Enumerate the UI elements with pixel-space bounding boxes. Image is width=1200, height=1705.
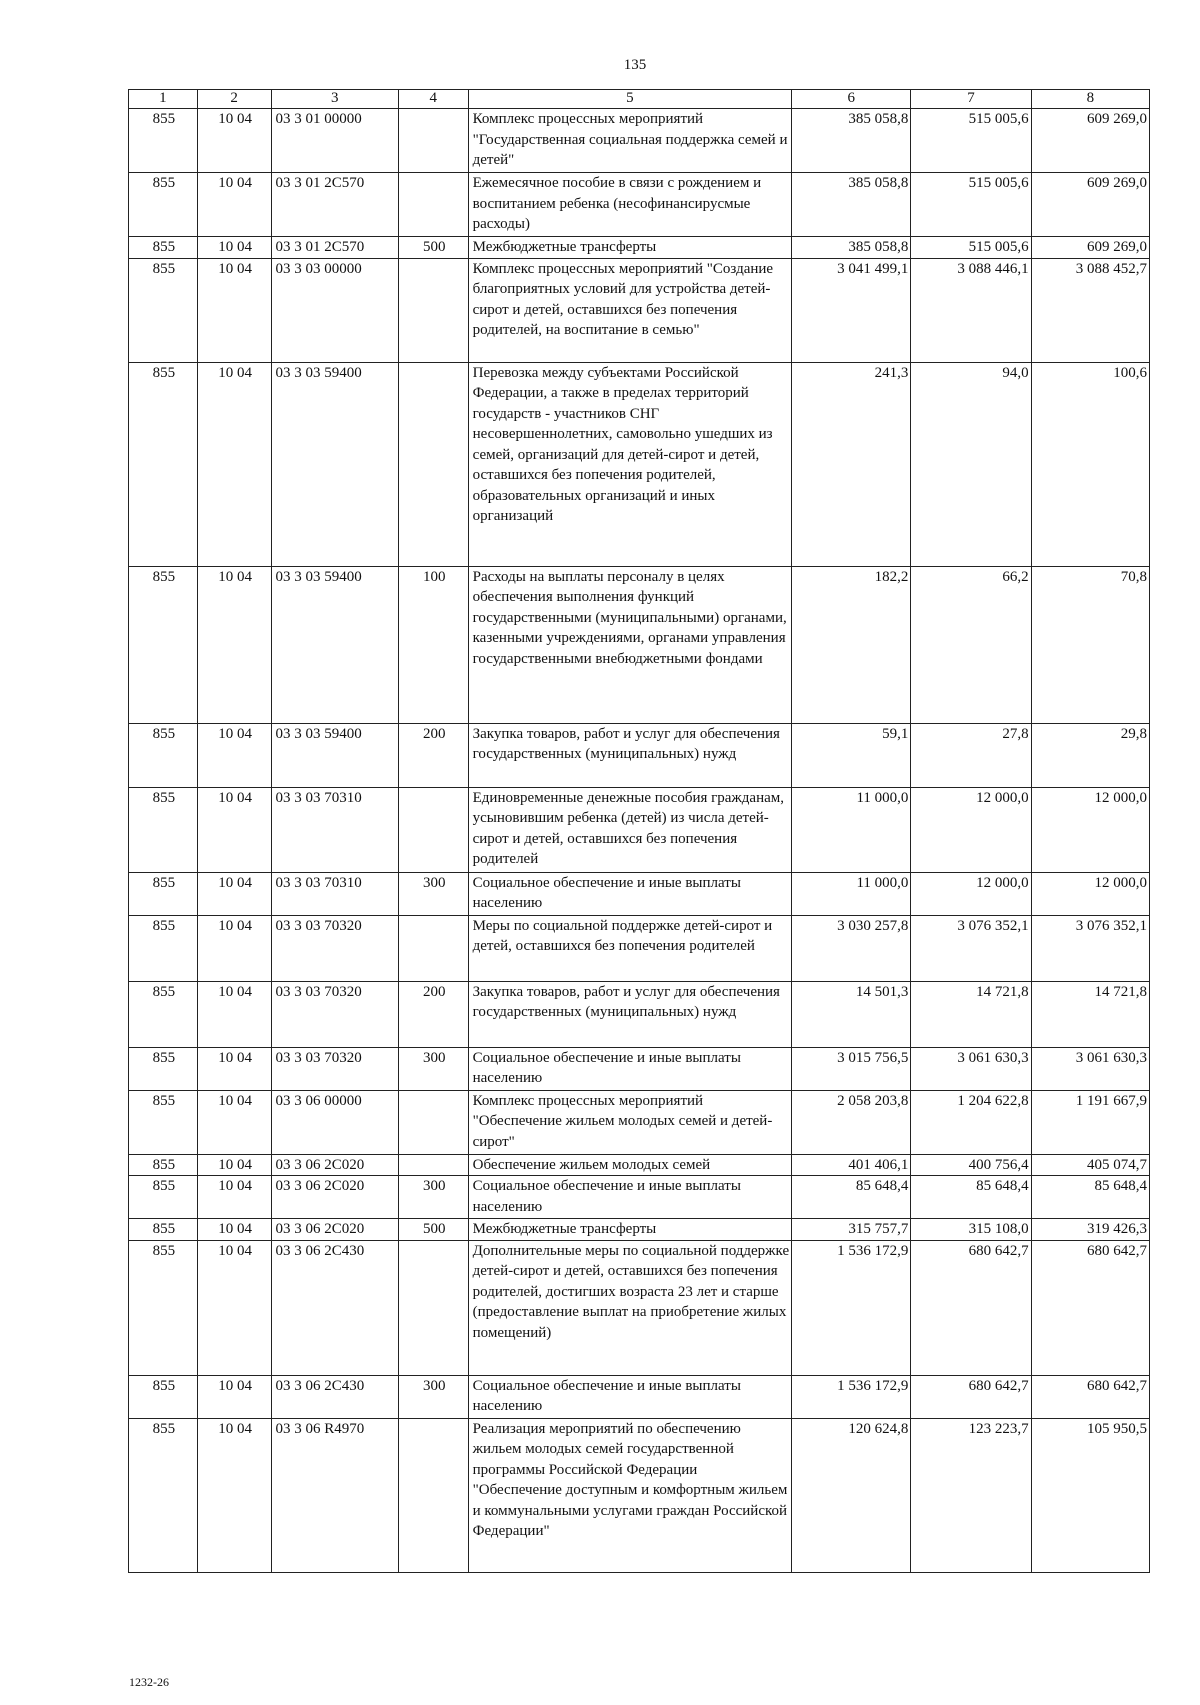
cell-section-code: 10 04 <box>197 1090 271 1154</box>
column-header-5: 5 <box>468 90 791 109</box>
cell-description: Межбюджетные трансферты <box>468 237 791 259</box>
cell-amount-col6: 3 041 499,1 <box>792 258 911 362</box>
cell-amount-col8: 609 269,0 <box>1031 173 1149 237</box>
cell-expense-type <box>398 1418 468 1572</box>
table-row <box>129 1375 1150 1418</box>
cell-amount-col7: 1 204 622,8 <box>911 1090 1031 1154</box>
cell-section-code: 10 04 <box>197 1240 271 1375</box>
table-row <box>129 872 1150 915</box>
cell-description: Закупка товаров, работ и услуг для обеспечения государственных (муниципальных) нужд <box>468 981 791 1047</box>
cell-ministry-code: 855 <box>129 1418 198 1572</box>
cell-amount-col6: 85 648,4 <box>792 1176 911 1219</box>
cell-section-code: 10 04 <box>197 1154 271 1176</box>
cell-ministry-code: 855 <box>129 1047 198 1090</box>
column-header-7: 7 <box>911 90 1031 109</box>
cell-section-code: 10 04 <box>197 1047 271 1090</box>
cell-amount-col6: 241,3 <box>792 362 911 566</box>
cell-expense-type: 200 <box>398 723 468 787</box>
table-row <box>129 787 1150 872</box>
cell-amount-col7: 315 108,0 <box>911 1219 1031 1241</box>
cell-section-code: 10 04 <box>197 872 271 915</box>
cell-amount-col6: 3 015 756,5 <box>792 1047 911 1090</box>
cell-expense-type <box>398 1240 468 1375</box>
cell-description: Меры по социальной поддержке детей-сирот и детей, оставшихся без попечения родителей <box>468 915 791 981</box>
budget-table <box>128 89 1150 1573</box>
cell-section-code: 10 04 <box>197 1418 271 1572</box>
cell-expense-type <box>398 173 468 237</box>
cell-ministry-code: 855 <box>129 173 198 237</box>
cell-section-code: 10 04 <box>197 258 271 362</box>
cell-target-code: 03 3 03 70320 <box>271 915 398 981</box>
cell-target-code: 03 3 06 2С020 <box>271 1154 398 1176</box>
cell-section-code: 10 04 <box>197 173 271 237</box>
cell-target-code: 03 3 03 70310 <box>271 872 398 915</box>
cell-description: Социальное обеспечение и иные выплаты населению <box>468 1176 791 1219</box>
cell-expense-type: 300 <box>398 1047 468 1090</box>
cell-expense-type <box>398 787 468 872</box>
cell-amount-col6: 1 536 172,9 <box>792 1240 911 1375</box>
cell-description: Реализация мероприятий по обеспечению жильем молодых семей государственной программы Российской Федерации "Обеспечение доступным и комфортным жильем и коммунальными услугами граждан Российской Федерации" <box>468 1418 791 1572</box>
cell-description: Социальное обеспечение и иные выплаты населению <box>468 872 791 915</box>
cell-amount-col7: 27,8 <box>911 723 1031 787</box>
cell-section-code: 10 04 <box>197 237 271 259</box>
cell-expense-type: 500 <box>398 1219 468 1241</box>
cell-amount-col7: 515 005,6 <box>911 237 1031 259</box>
cell-amount-col7: 3 061 630,3 <box>911 1047 1031 1090</box>
table-row <box>129 566 1150 723</box>
cell-expense-type: 500 <box>398 237 468 259</box>
cell-description: Единовременные денежные пособия гражданам, усыновившим ребенка (детей) из числа детей-сирот и детей, оставшихся без попечения родителей <box>468 787 791 872</box>
cell-description: Закупка товаров, работ и услуг для обеспечения государственных (муниципальных) нужд <box>468 723 791 787</box>
cell-expense-type <box>398 1090 468 1154</box>
cell-ministry-code: 855 <box>129 1154 198 1176</box>
cell-target-code: 03 3 06 2С020 <box>271 1176 398 1219</box>
cell-amount-col8: 29,8 <box>1031 723 1149 787</box>
cell-section-code: 10 04 <box>197 109 271 173</box>
cell-ministry-code: 855 <box>129 109 198 173</box>
cell-target-code: 03 3 06 2С020 <box>271 1219 398 1241</box>
cell-amount-col7: 12 000,0 <box>911 872 1031 915</box>
cell-amount-col7: 85 648,4 <box>911 1176 1031 1219</box>
cell-amount-col8: 12 000,0 <box>1031 787 1149 872</box>
table-row <box>129 1418 1150 1572</box>
cell-section-code: 10 04 <box>197 915 271 981</box>
cell-amount-col8: 100,6 <box>1031 362 1149 566</box>
cell-amount-col6: 385 058,8 <box>792 109 911 173</box>
cell-target-code: 03 3 01 2С570 <box>271 173 398 237</box>
cell-section-code: 10 04 <box>197 723 271 787</box>
cell-section-code: 10 04 <box>197 981 271 1047</box>
cell-amount-col8: 85 648,4 <box>1031 1176 1149 1219</box>
cell-amount-col6: 11 000,0 <box>792 872 911 915</box>
cell-amount-col8: 680 642,7 <box>1031 1240 1149 1375</box>
cell-target-code: 03 3 01 2С570 <box>271 237 398 259</box>
table-row <box>129 1047 1150 1090</box>
table-row <box>129 1219 1150 1241</box>
cell-expense-type <box>398 109 468 173</box>
table-row <box>129 237 1150 259</box>
cell-amount-col7: 14 721,8 <box>911 981 1031 1047</box>
cell-description: Межбюджетные трансферты <box>468 1219 791 1241</box>
cell-target-code: 03 3 03 70320 <box>271 981 398 1047</box>
cell-target-code: 03 3 03 00000 <box>271 258 398 362</box>
cell-expense-type: 300 <box>398 1375 468 1418</box>
cell-target-code: 03 3 03 59400 <box>271 566 398 723</box>
table-row <box>129 723 1150 787</box>
cell-amount-col6: 182,2 <box>792 566 911 723</box>
cell-ministry-code: 855 <box>129 1375 198 1418</box>
cell-description: Комплекс процессных мероприятий "Создание благоприятных условий для устройства детей-сирот и детей, оставшихся без попечения родителей, на воспитание в семью" <box>468 258 791 362</box>
cell-expense-type: 300 <box>398 872 468 915</box>
cell-amount-col8: 3 061 630,3 <box>1031 1047 1149 1090</box>
table-row <box>129 1090 1150 1154</box>
cell-ministry-code: 855 <box>129 1176 198 1219</box>
cell-description: Обеспечение жильем молодых семей <box>468 1154 791 1176</box>
cell-expense-type: 100 <box>398 566 468 723</box>
cell-amount-col8: 609 269,0 <box>1031 237 1149 259</box>
cell-amount-col6: 11 000,0 <box>792 787 911 872</box>
cell-amount-col6: 385 058,8 <box>792 237 911 259</box>
cell-ministry-code: 855 <box>129 566 198 723</box>
cell-section-code: 10 04 <box>197 1176 271 1219</box>
cell-ministry-code: 855 <box>129 1240 198 1375</box>
cell-target-code: 03 3 03 70320 <box>271 1047 398 1090</box>
cell-ministry-code: 855 <box>129 362 198 566</box>
cell-amount-col8: 70,8 <box>1031 566 1149 723</box>
cell-amount-col7: 400 756,4 <box>911 1154 1031 1176</box>
cell-amount-col8: 105 950,5 <box>1031 1418 1149 1572</box>
cell-description: Ежемесячное пособие в связи с рождением и воспитанием ребенка (несофинансирусмые расходы) <box>468 173 791 237</box>
cell-target-code: 03 3 01 00000 <box>271 109 398 173</box>
cell-description: Комплекс процессных мероприятий "Обеспечение жильем молодых семей и детей-сирот" <box>468 1090 791 1154</box>
table-row <box>129 981 1150 1047</box>
cell-target-code: 03 3 06 R4970 <box>271 1418 398 1572</box>
cell-expense-type <box>398 1154 468 1176</box>
cell-target-code: 03 3 03 59400 <box>271 362 398 566</box>
cell-amount-col8: 1 191 667,9 <box>1031 1090 1149 1154</box>
table-row <box>129 258 1150 362</box>
cell-ministry-code: 855 <box>129 915 198 981</box>
cell-description: Социальное обеспечение и иные выплаты населению <box>468 1047 791 1090</box>
cell-amount-col8: 609 269,0 <box>1031 109 1149 173</box>
table-row <box>129 1154 1150 1176</box>
cell-amount-col6: 315 757,7 <box>792 1219 911 1241</box>
cell-section-code: 10 04 <box>197 566 271 723</box>
cell-section-code: 10 04 <box>197 1219 271 1241</box>
cell-amount-col7: 66,2 <box>911 566 1031 723</box>
cell-section-code: 10 04 <box>197 362 271 566</box>
cell-amount-col6: 3 030 257,8 <box>792 915 911 981</box>
column-header-8: 8 <box>1031 90 1149 109</box>
cell-section-code: 10 04 <box>197 787 271 872</box>
header-row <box>129 90 1150 109</box>
cell-amount-col6: 59,1 <box>792 723 911 787</box>
cell-amount-col8: 405 074,7 <box>1031 1154 1149 1176</box>
cell-amount-col7: 3 088 446,1 <box>911 258 1031 362</box>
cell-target-code: 03 3 06 2С430 <box>271 1240 398 1375</box>
cell-ministry-code: 855 <box>129 981 198 1047</box>
cell-amount-col6: 1 536 172,9 <box>792 1375 911 1418</box>
cell-ministry-code: 855 <box>129 1219 198 1241</box>
cell-amount-col8: 14 721,8 <box>1031 981 1149 1047</box>
cell-amount-col6: 385 058,8 <box>792 173 911 237</box>
cell-amount-col7: 680 642,7 <box>911 1240 1031 1375</box>
cell-expense-type <box>398 258 468 362</box>
cell-description: Перевозка между субъектами Российской Федерации, а также в пределах территорий государств - участников СНГ несовершеннолетних, самовольно ушедших из семей, организаций для детей-сирот и детей, оставшихся без попечения родителей, образовательных организаций и иных организаций <box>468 362 791 566</box>
cell-ministry-code: 855 <box>129 1090 198 1154</box>
cell-amount-col6: 14 501,3 <box>792 981 911 1047</box>
cell-amount-col8: 319 426,3 <box>1031 1219 1149 1241</box>
cell-amount-col8: 12 000,0 <box>1031 872 1149 915</box>
cell-description: Расходы на выплаты персоналу в целях обеспечения выполнения функций государственными (муниципальными) органами, казенными учреждениями, органами управления государственными внебюджетными фондами <box>468 566 791 723</box>
document-footer-code: 1232-26 <box>129 1675 169 1689</box>
table-row <box>129 173 1150 237</box>
cell-amount-col7: 12 000,0 <box>911 787 1031 872</box>
cell-ministry-code: 855 <box>129 237 198 259</box>
cell-amount-col6: 120 624,8 <box>792 1418 911 1572</box>
cell-ministry-code: 855 <box>129 258 198 362</box>
cell-amount-col7: 515 005,6 <box>911 173 1031 237</box>
cell-target-code: 03 3 03 59400 <box>271 723 398 787</box>
cell-target-code: 03 3 06 00000 <box>271 1090 398 1154</box>
cell-amount-col7: 123 223,7 <box>911 1418 1031 1572</box>
cell-amount-col7: 94,0 <box>911 362 1031 566</box>
column-header-1: 1 <box>129 90 198 109</box>
cell-target-code: 03 3 03 70310 <box>271 787 398 872</box>
table-row <box>129 362 1150 566</box>
cell-amount-col8: 680 642,7 <box>1031 1375 1149 1418</box>
cell-description: Дополнительные меры по социальной поддержке детей-сирот и детей, оставшихся без попечения родителей, достигших возраста 23 лет и старше (предоставление выплат на приобретение жилых помещений) <box>468 1240 791 1375</box>
cell-amount-col7: 3 076 352,1 <box>911 915 1031 981</box>
cell-expense-type: 200 <box>398 981 468 1047</box>
cell-amount-col8: 3 076 352,1 <box>1031 915 1149 981</box>
column-header-6: 6 <box>792 90 911 109</box>
table-row <box>129 109 1150 173</box>
cell-ministry-code: 855 <box>129 723 198 787</box>
cell-amount-col7: 515 005,6 <box>911 109 1031 173</box>
cell-amount-col6: 2 058 203,8 <box>792 1090 911 1154</box>
table-row <box>129 915 1150 981</box>
page-number: 135 <box>623 57 647 73</box>
cell-amount-col8: 3 088 452,7 <box>1031 258 1149 362</box>
cell-target-code: 03 3 06 2С430 <box>271 1375 398 1418</box>
cell-description: Социальное обеспечение и иные выплаты населению <box>468 1375 791 1418</box>
cell-amount-col7: 680 642,7 <box>911 1375 1031 1418</box>
table-row <box>129 1176 1150 1219</box>
column-header-4: 4 <box>398 90 468 109</box>
cell-description: Комплекс процессных мероприятий "Государственная социальная поддержка семей и детей" <box>468 109 791 173</box>
cell-amount-col6: 401 406,1 <box>792 1154 911 1176</box>
cell-ministry-code: 855 <box>129 872 198 915</box>
cell-expense-type: 300 <box>398 1176 468 1219</box>
column-header-2: 2 <box>197 90 271 109</box>
cell-expense-type <box>398 362 468 566</box>
cell-ministry-code: 855 <box>129 787 198 872</box>
cell-section-code: 10 04 <box>197 1375 271 1418</box>
cell-expense-type <box>398 915 468 981</box>
table-row <box>129 1240 1150 1375</box>
column-header-3: 3 <box>271 90 398 109</box>
